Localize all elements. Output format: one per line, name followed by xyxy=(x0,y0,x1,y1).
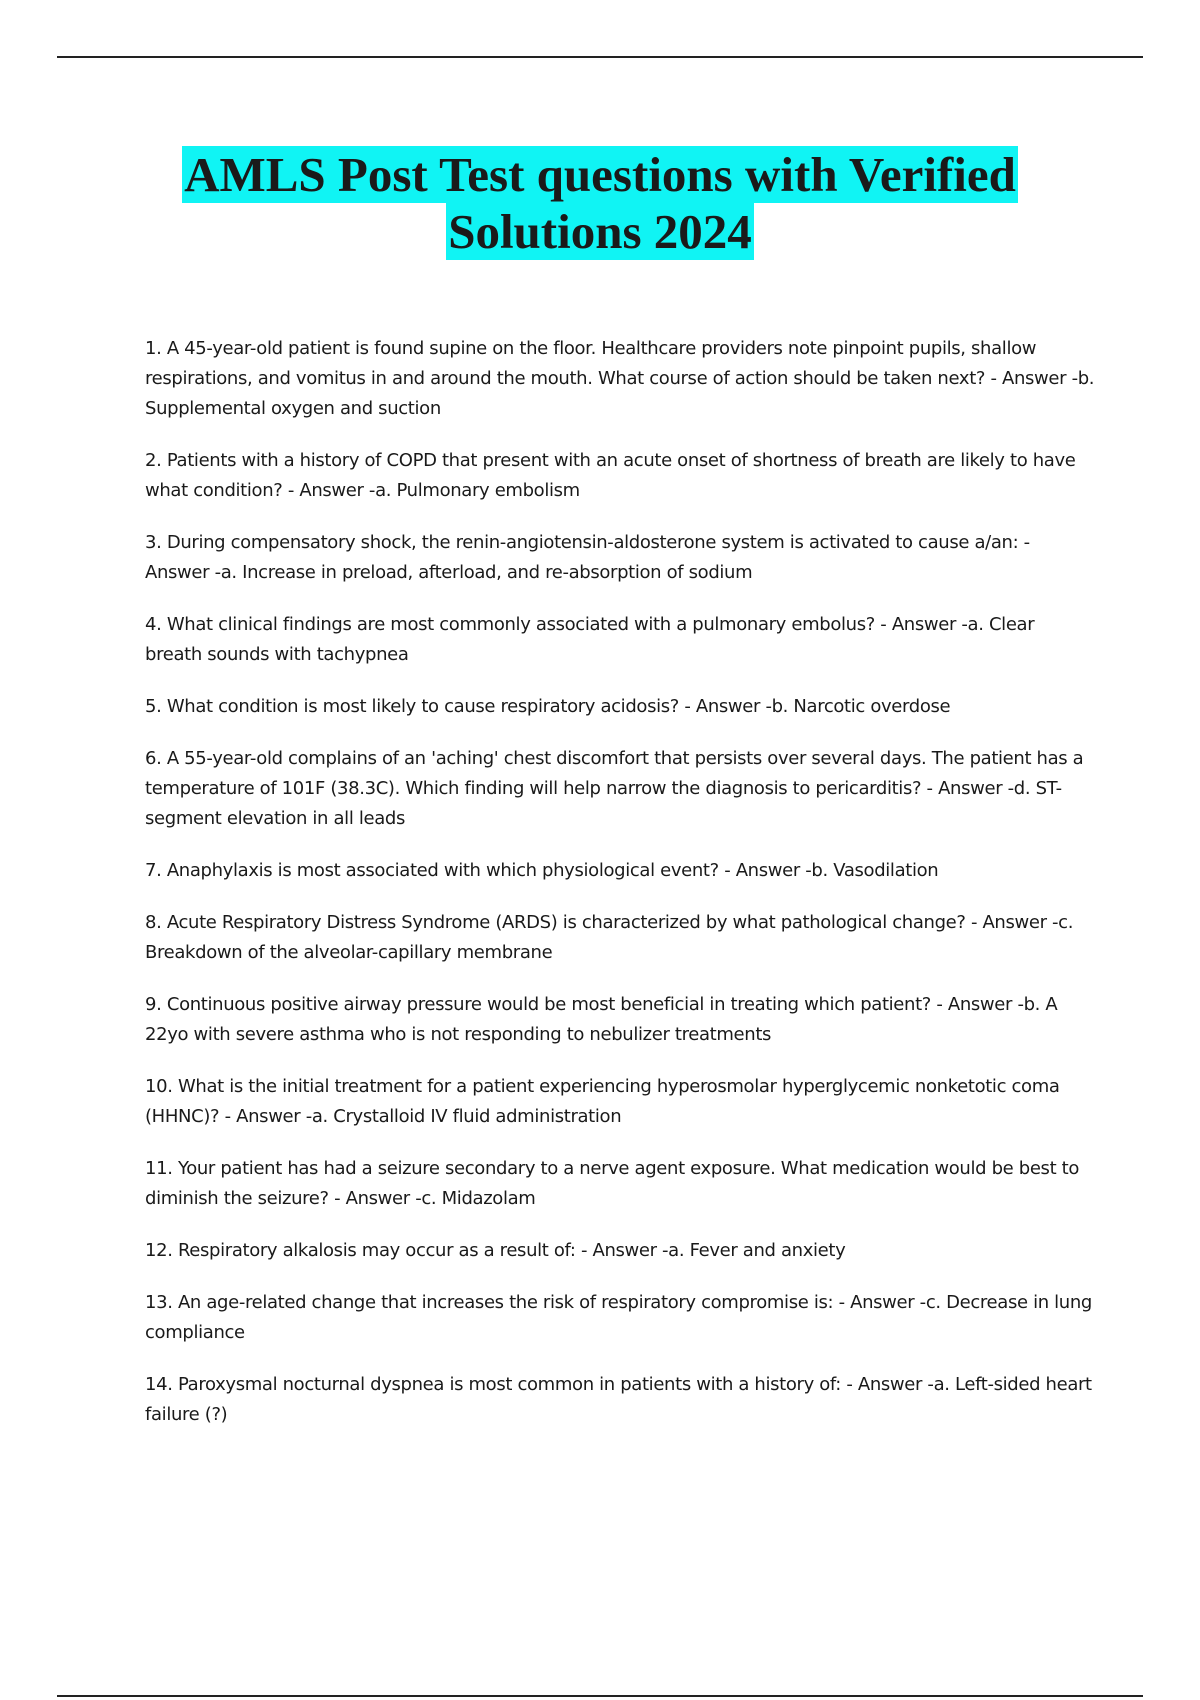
question-item: 11. Your patient has had a seizure secondary to a nerve agent exposure. What medication would be best to diminish the seizure? - Answer -c. Midazolam xyxy=(145,1158,1080,1209)
question-item: 1. A 45-year-old patient is found supine on the floor. Healthcare providers note pinpoint pupils, shallow respirations, and vomitus in and around the mouth. What course of action should be taken next? - Answer -b. Supplemental oxygen and suction xyxy=(145,338,1095,419)
question-item: 2. Patients with a history of COPD that present with an acute onset of shortness of breath are likely to have what condition? - Answer -a. Pulmonary embolism xyxy=(145,450,1076,501)
question-item: 6. A 55-year-old complains of an 'aching' chest discomfort that persists over several days. The patient has a temperature of 101F (38.3C). Which finding will help narrow the diagnosis to pericarditis? - Answer -d. ST-segment elevation in all leads xyxy=(145,748,1084,829)
question-item: 9. Continuous positive airway pressure would be most beneficial in treating which patient? - Answer -b. A 22yo with severe asthma who is not responding to nebulizer treatments xyxy=(145,994,1058,1045)
question-item: 10. What is the initial treatment for a patient experiencing hyperosmolar hyperglycemic nonketotic coma (HHNC)? - Answer -a. Crystalloid IV fluid administration xyxy=(145,1076,1060,1127)
question-item: 14. Paroxysmal nocturnal dyspnea is most common in patients with a history of: - Answer -a. Left-sided heart failure (?) xyxy=(145,1374,1092,1425)
question-item: 3. During compensatory shock, the renin-angiotensin-aldosterone system is activated to cause a/an: - Answer -a. Increase in preload, afterload, and re-absorption of sodium xyxy=(145,532,1030,583)
header-divider xyxy=(57,56,1143,58)
page-title xyxy=(0,146,1200,260)
footer-divider xyxy=(57,1695,1143,1697)
question-item: 12. Respiratory alkalosis may occur as a result of: - Answer -a. Fever and anxiety xyxy=(145,1240,846,1261)
question-item: 7. Anaphylaxis is most associated with which physiological event? - Answer -b. Vasodilation xyxy=(145,860,939,881)
question-item: 8. Acute Respiratory Distress Syndrome (ARDS) is characterized by what pathological change? - Answer -c. Breakdown of the alveolar-capillary membrane xyxy=(145,912,1074,963)
question-item: 13. An age-related change that increases the risk of respiratory compromise is: - Answer -c. Decrease in lung compliance xyxy=(145,1292,1092,1343)
question-list xyxy=(145,334,1095,1452)
question-item: 4. What clinical findings are most commonly associated with a pulmonary embolus? - Answer -a. Clear breath sounds with tachypnea xyxy=(145,614,1035,665)
question-item: 5. What condition is most likely to cause respiratory acidosis? - Answer -b. Narcotic overdose xyxy=(145,696,951,717)
title-line-2: Solutions 2024 xyxy=(448,204,752,259)
title-line-1: AMLS Post Test questions with Verified xyxy=(184,147,1016,202)
